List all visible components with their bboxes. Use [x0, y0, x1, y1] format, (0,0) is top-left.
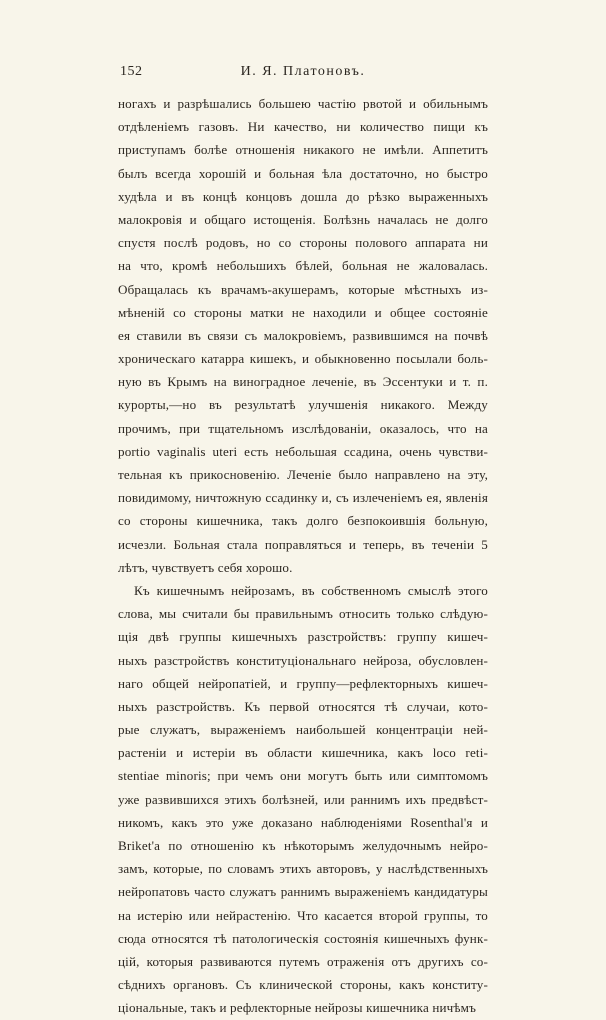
- text-line: щія двѣ группы кишечныхъ разстройствъ: группу кишеч-: [118, 629, 488, 645]
- text-line: Briket'а по отношенію къ нѣкоторымъ желудочнымъ нейро-: [118, 838, 488, 853]
- text-line: худѣла и въ концѣ концовъ дошла до рѣзко выраженныхъ: [118, 188, 488, 204]
- page-header: [120, 64, 486, 84]
- paragraph: [118, 579, 488, 1020]
- text-line: отдѣленіемъ газовъ. Ни качество, ни количество пищи къ: [118, 119, 488, 135]
- text-line: исчезли. Больная стала поправляться и теперь, въ теченіи 5: [118, 536, 488, 552]
- text-line: нейропатовъ часто служатъ раннимъ выраженіемъ кандидатуры: [118, 884, 488, 900]
- text-line: цій, которыя развиваются путемъ отраженія отъ другихъ со-: [118, 953, 488, 969]
- text-line: былъ всегда хорошій и больная ѣла достаточно, но быстро: [118, 165, 488, 181]
- page-number: 152: [120, 64, 143, 79]
- text-line: со стороны кишечника, такъ долго безпокоившія больную,: [118, 513, 488, 529]
- text-line: уже развившихся этихъ болѣзней, или раннимъ ихъ предвѣст-: [118, 791, 488, 807]
- text-line: ныхъ разстройствъ. Къ первой относятся тѣ случаи, кото-: [118, 698, 488, 714]
- text-line: на что, кромѣ небольшихъ бѣлей, больная не жаловалась.: [118, 258, 488, 274]
- text-line: рые служатъ, выраженіемъ наибольшей концентраціи ней-: [118, 722, 488, 738]
- text-line: спустя послѣ родовъ, но со стороны полового аппарата ни: [118, 235, 488, 251]
- text-line: замъ, которые, по словамъ этихъ авторовъ, у наслѣдственныхъ: [118, 861, 488, 877]
- running-title: И. Я. Платоновъ.: [240, 64, 366, 79]
- text-line: сѣднихъ органовъ. Съ клинической стороны, какъ конститу-: [118, 977, 488, 993]
- text-line: сюда относятся тѣ патологическія состоянія кишечныхъ функ-: [118, 930, 488, 946]
- text-line: лѣтъ, чувствуетъ себя хорошо.: [118, 559, 293, 575]
- text-line: никомъ, какъ это уже доказано наблюденіями Rosenthal'я и: [118, 814, 488, 830]
- text-line: ногахъ и разрѣшались большею частію рвотой и обильнымъ: [118, 96, 488, 111]
- text-line: приступамъ болѣе отношенія никакого не имѣли. Аппетитъ: [118, 142, 488, 158]
- text-line: Обращалась къ врачамъ-акушерамъ, которые мѣстныхъ из-: [118, 281, 488, 297]
- text-line: прочимъ, при тщательномъ изслѣдованіи, оказалось, что на: [118, 420, 488, 436]
- body-text: [118, 92, 488, 1020]
- text-line: на истерію или нейрастенію. Что касается второй группы, то: [118, 907, 488, 923]
- text-line: наго общей нейропатіей, и группу—рефлекторныхъ кишеч-: [118, 675, 488, 691]
- text-line: мѣненій со стороны матки не находили и общее состояніе: [118, 304, 488, 320]
- text-line: тельная къ прикосновенію. Леченіе было направлено на эту,: [118, 467, 488, 482]
- text-line: ея ставили въ связи съ малокровіемъ, развившимся на почвѣ: [118, 327, 488, 343]
- text-line: portio vaginalis uteri есть небольшая ссадина, очень чувстви-: [118, 443, 488, 459]
- text-line: ныхъ разстройствъ конституціональнаго нейроза, обусловлен-: [118, 652, 488, 668]
- text-line: ную въ Крымъ на виноградное леченіе, въ Эссентуки и т. п.: [118, 374, 488, 390]
- text-line: слова, мы считали бы правильнымъ относить только слѣдую-: [118, 606, 488, 622]
- text-line: курорты,—но въ результатѣ улучшенія никакого. Между: [118, 397, 488, 413]
- text-line: хроническаго катарра кишекъ, и обыкновенно посылали боль-: [118, 351, 488, 367]
- text-line: растеніи и истеріи въ области кишечника, какъ loco reti-: [118, 745, 488, 761]
- text-line: повидимому, ничтожную ссадинку и, съ излеченіемъ ея, явленія: [118, 490, 488, 506]
- text-line: Къ кишечнымъ нейрозамъ, въ собственномъ смыслѣ этого: [134, 582, 488, 598]
- paragraph: [118, 92, 488, 579]
- text-line: малокровія и общаго истощенія. Болѣзнь началась не долго: [118, 211, 488, 227]
- text-line: ціональные, такъ и рефлекторные нейрозы кишечника ничѣмъ: [118, 1000, 477, 1016]
- text-line: stentiae minoris; при чемъ они могутъ быть или симптомомъ: [118, 768, 488, 784]
